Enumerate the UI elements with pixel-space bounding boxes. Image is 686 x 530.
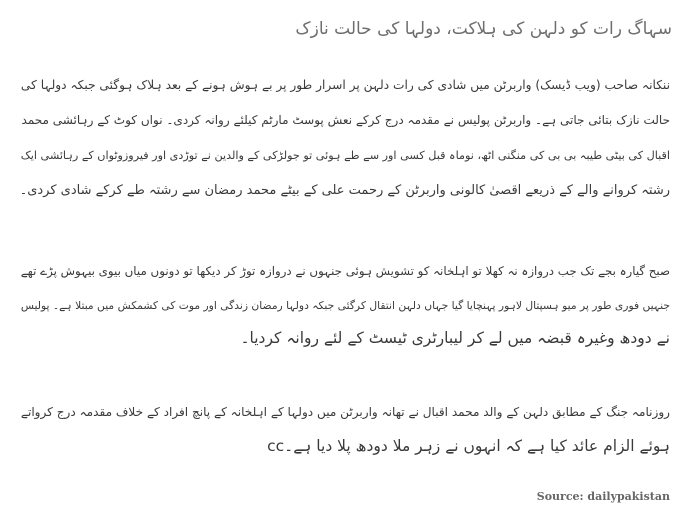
paragraph-line: صبح گیارہ بجے تک جب دروازہ نہ کھلا تو اہلخانہ کو تشویش ہوئی جنہوں نے دروازہ توڑ کر دیکھا تو دونوں میاں بیوی بیہوش پڑے تھے — [20, 264, 670, 278]
paragraph-line: ہوئے الزام عائد کیا ہے کہ انہوں نے زہر ملا دودھ پلا دیا ہے۔cc — [267, 437, 670, 455]
paragraph-line: روزنامہ جنگ کے مطابق دلہن کے والد محمد اقبال نے تھانہ واربرٹن میں دولہا کے اہلخانہ کے پانچ افراد کے خلاف مقدمہ درج کرواتے — [20, 405, 670, 419]
paragraph-line: جنہیں فوری طور پر میو ہسپتال لاہور پہنچایا گیا جہاں دلہن انتقال کرگئی جبکہ دولہا رمضان زندگی اور موت کی کشمکش میں مبتلا ہے۔ پولیس — [20, 298, 670, 312]
article-paragraph-2 — [10, 255, 670, 356]
paragraph-line: نے دودھ وغیرہ قبضہ میں لے کر لیبارٹری ٹیسٹ کے لئے روانہ کردیا۔ — [240, 329, 670, 347]
article-paragraph-3 — [10, 395, 670, 463]
article-paragraph-1 — [10, 68, 670, 208]
paragraph-line: حالت نازک بتائی جاتی ہے۔ واربرٹن پولیس نے مقدمہ درج کرکے نعش پوسٹ مارٹم کیلئے روانہ کردی۔ نواں کوٹ کے رہائشی محمد — [21, 113, 670, 127]
article-headline: سہاگ رات کو دلہن کی ہلاکت، دولہا کی حالت نازک — [295, 19, 672, 39]
source-credit: Source: dailypakistan — [536, 490, 670, 503]
paragraph-line: اقبال کی بیٹی طیبہ بی بی کی منگنی اٹھ، نوماہ قبل کسی اور سے طے ہوئی تو جولڑکی کے والدین نے توڑدی اور فیروزوٹواں کے رہائشی ایک — [20, 149, 670, 162]
paragraph-line: ننکانہ صاحب (ویب ڈیسک) واربرٹن میں شادی کی رات دلہن پر اسرار طور پر بے ہوش ہونے کے بعد ہلاک ہوگئی جبکہ دولہا کی — [20, 78, 670, 92]
paragraph-line: رشتہ کروانے والے کے ذریعے اقصیٰ کالونی واربرٹن کے رحمت علی کے بیٹے محمد رمضان سے رشتہ طے کرکے شادی کردی۔ — [19, 183, 670, 198]
